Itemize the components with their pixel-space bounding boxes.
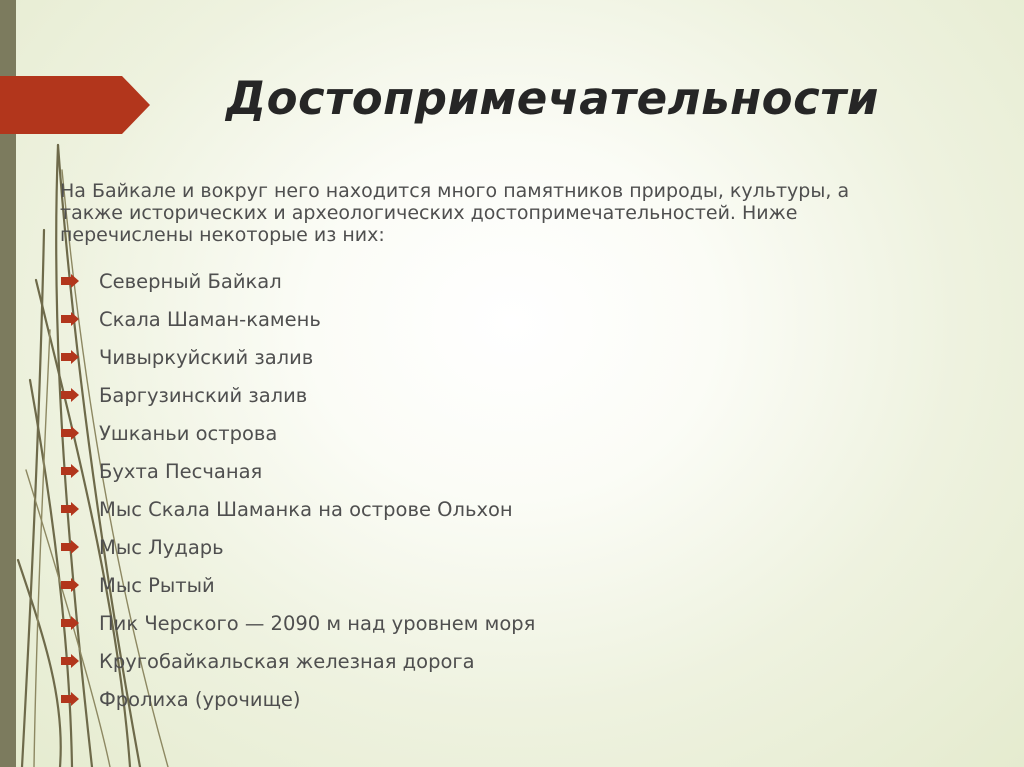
page-title: Достопримечательности xyxy=(226,72,879,125)
list-item xyxy=(60,680,535,718)
arrow-right-icon xyxy=(60,274,80,288)
list-item xyxy=(60,642,535,680)
arrow-right-icon xyxy=(60,502,80,516)
list-item xyxy=(60,604,535,642)
arrow-right-icon xyxy=(60,426,80,440)
list-item-label: Баргузинский залив xyxy=(99,383,308,407)
list-item xyxy=(60,300,535,338)
list-item xyxy=(60,376,535,414)
list-item-label: Фролиха (урочище) xyxy=(99,687,301,711)
list-item-label: Кругобайкальская железная дорога xyxy=(99,649,475,673)
arrow-right-icon xyxy=(60,350,80,364)
arrow-right-icon xyxy=(60,616,80,630)
list-item-label: Мыс Лударь xyxy=(99,535,224,559)
list-item-label: Пик Черского — 2090 м над уровнем моря xyxy=(99,611,536,635)
arrow-right-icon xyxy=(60,388,80,402)
arrow-right-icon xyxy=(60,692,80,706)
intro-paragraph: На Байкале и вокруг него находится много памятников природы, культуры, а также исторических и археологических достопримечательностей. Ниже перечислены некоторые из них: xyxy=(60,180,850,246)
list-item-label: Северный Байкал xyxy=(99,269,282,293)
list-item xyxy=(60,338,535,376)
list-item-label: Мыс Скала Шаманка на острове Ольхон xyxy=(99,497,513,521)
list-item xyxy=(60,414,535,452)
list-item-label: Чивыркуйский залив xyxy=(99,345,314,369)
list-item xyxy=(60,566,535,604)
arrow-right-icon xyxy=(60,312,80,326)
list-item xyxy=(60,262,535,300)
arrow-right-icon xyxy=(60,578,80,592)
landmarks-list xyxy=(60,262,535,718)
list-item-label: Бухта Песчаная xyxy=(99,459,263,483)
arrow-right-icon xyxy=(60,464,80,478)
title-ribbon-accent xyxy=(0,76,150,134)
list-item-label: Ушканьи острова xyxy=(99,421,278,445)
list-item-label: Мыс Рытый xyxy=(99,573,215,597)
list-item xyxy=(60,528,535,566)
list-item xyxy=(60,452,535,490)
arrow-right-icon xyxy=(60,654,80,668)
list-item-label: Скала Шаман-камень xyxy=(99,307,321,331)
arrow-right-icon xyxy=(60,540,80,554)
list-item xyxy=(60,490,535,528)
